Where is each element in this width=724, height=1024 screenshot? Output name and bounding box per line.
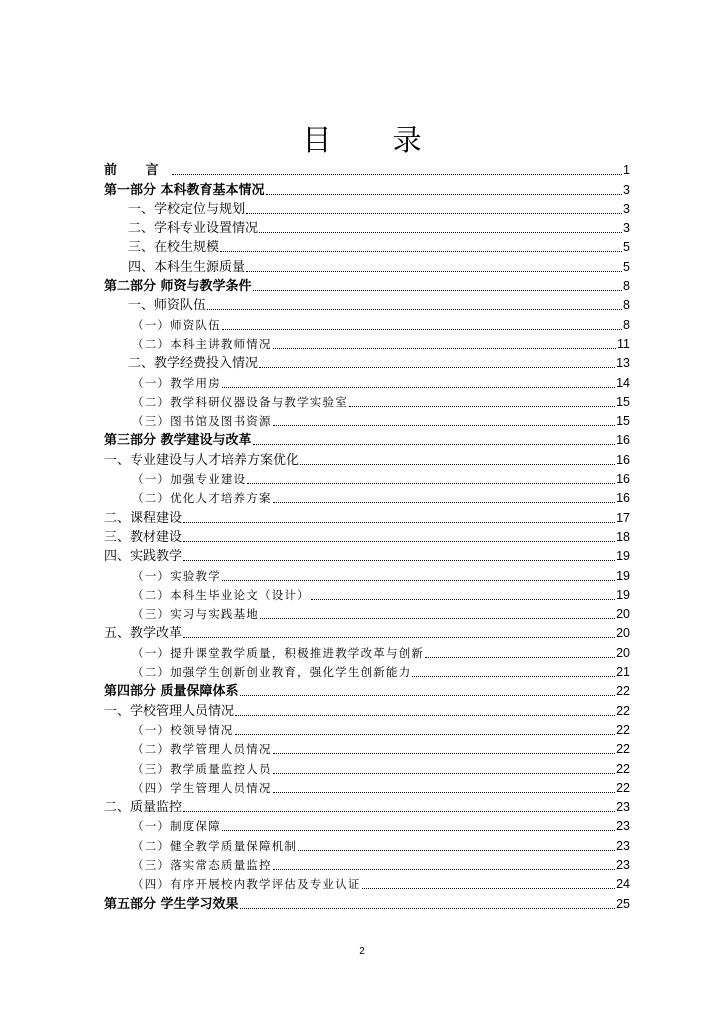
dot-leader bbox=[273, 348, 616, 349]
dot-leader bbox=[260, 618, 615, 619]
dot-leader bbox=[183, 541, 615, 542]
dot-leader bbox=[266, 194, 623, 195]
dot-leader bbox=[311, 599, 615, 600]
toc-entry-label: （三）图书馆及图书资源 bbox=[132, 414, 272, 429]
toc-entry[interactable] bbox=[104, 507, 630, 526]
toc-entry-label: 第二部分 师资与教学条件 bbox=[104, 279, 252, 295]
dot-leader bbox=[247, 483, 615, 484]
dot-leader bbox=[183, 637, 615, 638]
toc-entry[interactable] bbox=[104, 778, 630, 797]
toc-entry-label: 二、学科专业设置情况 bbox=[128, 221, 259, 237]
toc-entry-label: （二）本科主讲教师情况 bbox=[132, 336, 272, 351]
dot-leader bbox=[412, 676, 615, 677]
dot-leader bbox=[425, 657, 615, 658]
toc-entry-page: 16 bbox=[616, 433, 630, 448]
toc-entry-page: 24 bbox=[616, 877, 630, 892]
toc-entry-page: 25 bbox=[616, 896, 630, 911]
dot-leader bbox=[222, 830, 615, 831]
toc-entry[interactable] bbox=[104, 314, 630, 333]
toc-entry[interactable] bbox=[104, 585, 630, 604]
toc-entry[interactable] bbox=[104, 720, 630, 739]
toc-entry[interactable] bbox=[104, 855, 630, 874]
toc-entry-label: （三）教学质量监控人员 bbox=[132, 761, 272, 776]
toc-entry-page: 13 bbox=[616, 356, 630, 371]
toc-entry-page: 22 bbox=[616, 703, 630, 718]
dot-leader bbox=[240, 695, 616, 696]
dot-leader bbox=[246, 213, 622, 214]
toc-entry-label: （一）制度保障 bbox=[132, 819, 221, 834]
toc-entry-label: （三）落实常态质量监控 bbox=[132, 857, 272, 872]
dot-leader bbox=[183, 560, 615, 561]
toc-entry[interactable] bbox=[104, 758, 630, 777]
toc-entry-label: 一、学校管理人员情况 bbox=[104, 703, 235, 719]
toc-entry-label: （四）学生管理人员情况 bbox=[132, 780, 272, 795]
toc-entry[interactable] bbox=[104, 623, 630, 642]
toc-entry-page: 8 bbox=[623, 279, 630, 294]
toc-entry-label: 三、在校生规模 bbox=[128, 240, 220, 256]
toc-entry[interactable] bbox=[104, 334, 630, 353]
toc-entry-page: 19 bbox=[616, 549, 630, 564]
toc-entry[interactable] bbox=[104, 295, 630, 314]
toc-entry-page: 8 bbox=[623, 298, 630, 313]
toc-entry[interactable] bbox=[104, 179, 630, 198]
toc-entry[interactable] bbox=[104, 469, 630, 488]
toc-entry-page: 3 bbox=[623, 182, 630, 197]
toc-entry-label: 一、专业建设与人才培养方案优化 bbox=[104, 452, 300, 468]
toc-entry[interactable] bbox=[104, 893, 630, 912]
dot-leader bbox=[240, 908, 616, 909]
toc-list bbox=[104, 160, 630, 913]
dot-leader bbox=[273, 425, 615, 426]
toc-entry-page: 20 bbox=[616, 607, 630, 622]
toc-entry[interactable] bbox=[104, 642, 630, 661]
toc-entry-label: （三）实习与实践基地 bbox=[132, 607, 259, 622]
page-number: 2 bbox=[359, 946, 365, 957]
dot-leader bbox=[273, 869, 615, 870]
dot-leader bbox=[362, 888, 615, 889]
toc-entry-label: 二、质量监控 bbox=[104, 800, 183, 816]
toc-entry-page: 20 bbox=[616, 626, 630, 641]
dot-leader bbox=[300, 464, 615, 465]
toc-entry[interactable] bbox=[104, 411, 630, 430]
toc-entry-page: 15 bbox=[616, 414, 630, 429]
toc-entry-label: （一）实验教学 bbox=[132, 568, 221, 583]
dot-leader bbox=[253, 444, 616, 445]
toc-entry-page: 8 bbox=[623, 317, 630, 332]
toc-entry-label: 一、学校定位与规划 bbox=[128, 201, 246, 217]
toc-entry[interactable] bbox=[104, 604, 630, 623]
dot-leader bbox=[273, 502, 615, 503]
toc-entry-page: 16 bbox=[616, 472, 630, 487]
dot-leader bbox=[222, 329, 622, 330]
toc-entry[interactable] bbox=[104, 874, 630, 893]
toc-entry[interactable] bbox=[104, 372, 630, 391]
toc-entry-page: 16 bbox=[616, 452, 630, 467]
toc-entry-page: 14 bbox=[616, 375, 630, 390]
toc-entry[interactable] bbox=[104, 160, 630, 179]
toc-entry[interactable] bbox=[104, 276, 630, 295]
toc-entry-page: 20 bbox=[616, 645, 630, 660]
toc-entry-page: 23 bbox=[616, 857, 630, 872]
toc-entry[interactable] bbox=[104, 835, 630, 854]
toc-entry-page: 23 bbox=[616, 800, 630, 815]
toc-entry-page: 22 bbox=[616, 722, 630, 737]
dot-leader bbox=[349, 406, 615, 407]
dot-leader bbox=[273, 792, 615, 793]
dot-leader bbox=[207, 309, 622, 310]
dot-leader bbox=[273, 773, 615, 774]
toc-entry-label: （二）本科生毕业论文（设计） bbox=[132, 587, 310, 602]
toc-entry-page: 5 bbox=[623, 240, 630, 255]
toc-entry[interactable] bbox=[104, 430, 630, 449]
toc-entry-label: 四、本科生生源质量 bbox=[128, 259, 246, 275]
dot-leader bbox=[222, 580, 615, 581]
toc-entry-label: 第五部分 学生学习效果 bbox=[104, 896, 239, 912]
toc-entry-label: 四、实践教学 bbox=[104, 549, 183, 565]
dot-leader bbox=[183, 522, 615, 523]
toc-entry-page: 19 bbox=[616, 587, 630, 602]
toc-entry[interactable] bbox=[104, 449, 630, 468]
toc-entry-label: （二）加强学生创新创业教育，强化学生创新能力 bbox=[132, 665, 412, 680]
toc-entry-page: 3 bbox=[623, 221, 630, 236]
toc-entry-label: （一）加强专业建设 bbox=[132, 472, 247, 487]
toc-entry[interactable] bbox=[104, 218, 630, 237]
dot-leader bbox=[220, 251, 622, 252]
dot-leader bbox=[222, 387, 615, 388]
toc-entry[interactable] bbox=[104, 256, 630, 275]
toc-entry[interactable] bbox=[104, 488, 630, 507]
toc-entry[interactable] bbox=[104, 565, 630, 584]
toc-entry[interactable] bbox=[104, 797, 630, 816]
dot-leader bbox=[253, 290, 623, 291]
toc-entry[interactable] bbox=[104, 700, 630, 719]
toc-entry-label: 三、教材建设 bbox=[104, 529, 183, 545]
toc-entry-label: 前 言 bbox=[104, 163, 171, 179]
toc-entry-label: 二、课程建设 bbox=[104, 510, 183, 526]
toc-entry-label: 一、师资队伍 bbox=[128, 298, 207, 314]
dot-leader bbox=[183, 811, 615, 812]
dot-leader bbox=[259, 232, 622, 233]
toc-entry-page: 23 bbox=[616, 819, 630, 834]
toc-entry[interactable] bbox=[104, 353, 630, 372]
toc-entry-page: 15 bbox=[616, 394, 630, 409]
toc-entry[interactable] bbox=[104, 527, 630, 546]
toc-entry-page: 5 bbox=[623, 259, 630, 274]
toc-entry-page: 3 bbox=[623, 201, 630, 216]
toc-entry-label: 二、教学经费投入情况 bbox=[128, 356, 259, 372]
toc-entry-label: （二）健全教学质量保障机制 bbox=[132, 838, 298, 853]
toc-entry-page: 23 bbox=[616, 838, 630, 853]
toc-entry-page: 18 bbox=[616, 529, 630, 544]
toc-entry[interactable] bbox=[104, 546, 630, 565]
toc-entry-label: 第三部分 教学建设与改革 bbox=[104, 433, 252, 449]
dot-leader bbox=[298, 850, 615, 851]
dot-leader bbox=[235, 734, 615, 735]
toc-entry[interactable] bbox=[104, 237, 630, 256]
toc-entry-label: （一）提升课堂教学质量，积极推进教学改革与创新 bbox=[132, 645, 425, 660]
toc-entry[interactable] bbox=[104, 199, 630, 218]
toc-entry-label: （二）优化人才培养方案 bbox=[132, 491, 272, 506]
toc-entry[interactable] bbox=[104, 816, 630, 835]
toc-entry[interactable] bbox=[104, 681, 630, 700]
toc-entry-label: 第四部分 质量保障体系 bbox=[104, 684, 239, 700]
toc-entry-page: 16 bbox=[616, 491, 630, 506]
toc-title: 目 录 bbox=[302, 123, 448, 157]
toc-entry-page: 11 bbox=[617, 336, 630, 351]
dot-leader bbox=[246, 271, 622, 272]
toc-entry-page: 19 bbox=[616, 568, 630, 583]
toc-entry[interactable] bbox=[104, 392, 630, 411]
toc-entry-label: （二）教学科研仪器设备与教学实验室 bbox=[132, 394, 348, 409]
dot-leader bbox=[235, 715, 615, 716]
toc-entry[interactable] bbox=[104, 662, 630, 681]
toc-entry-page: 1 bbox=[623, 163, 630, 178]
toc-entry-label: （四）有序开展校内教学评估及专业认证 bbox=[132, 877, 361, 892]
toc-entry-page: 22 bbox=[616, 684, 630, 699]
toc-entry-label: 五、教学改革 bbox=[104, 626, 183, 642]
toc-entry-label: 第一部分 本科教育基本情况 bbox=[104, 182, 265, 198]
toc-entry-label: （二）教学管理人员情况 bbox=[132, 742, 272, 757]
dot-leader bbox=[259, 367, 615, 368]
toc-entry-label: （一）师资队伍 bbox=[132, 317, 221, 332]
dot-leader bbox=[273, 753, 615, 754]
toc-entry-page: 22 bbox=[616, 742, 630, 757]
toc-entry-page: 22 bbox=[616, 780, 630, 795]
toc-entry-label: （一）教学用房 bbox=[132, 375, 221, 390]
toc-entry-page: 17 bbox=[616, 510, 630, 525]
toc-entry-page: 21 bbox=[616, 665, 630, 680]
toc-entry[interactable] bbox=[104, 739, 630, 758]
toc-entry-page: 22 bbox=[616, 761, 630, 776]
dot-leader bbox=[172, 174, 623, 175]
toc-entry-label: （一）校领导情况 bbox=[132, 722, 234, 737]
